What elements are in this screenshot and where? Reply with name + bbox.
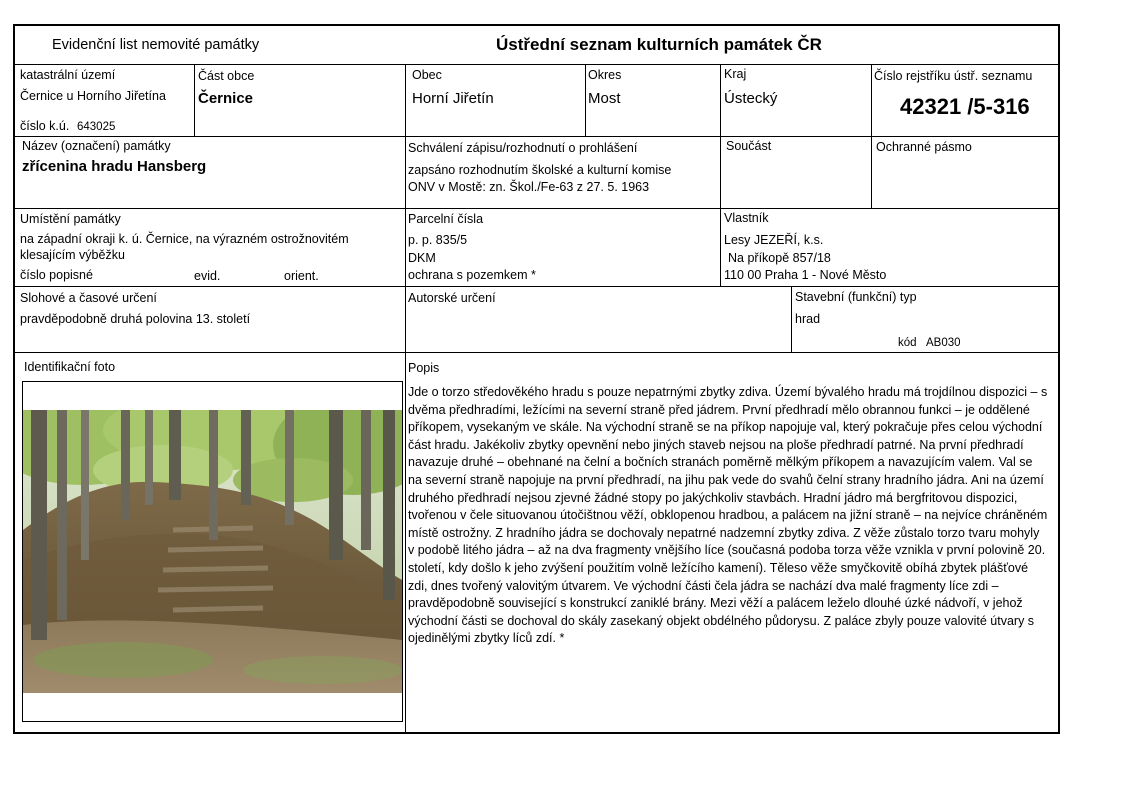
umisteni-label: Umístění památky bbox=[20, 212, 121, 226]
evid-label: evid. bbox=[194, 269, 221, 283]
parcelni-line1: p. p. 835/5 bbox=[408, 233, 468, 247]
vlastnik-label: Vlastník bbox=[724, 211, 769, 225]
parcelni-label: Parcelní čísla bbox=[408, 212, 484, 226]
popis-label: Popis bbox=[408, 361, 440, 375]
vlastnik-line3: 110 00 Praha 1 - Nové Město bbox=[724, 268, 887, 282]
stavebni-label: Stavební (funkční) typ bbox=[795, 290, 917, 304]
vrule-r3-b bbox=[720, 208, 721, 286]
kod-label: kód bbox=[898, 337, 917, 349]
rule-row1 bbox=[14, 136, 1059, 137]
header-main-title: Ústřední seznam kulturních památek ČR bbox=[496, 35, 822, 54]
rejstrik-label: Číslo rejstříku ústř. seznamu bbox=[874, 69, 1033, 83]
nazev-value: zřícenina hradu Hansberg bbox=[22, 158, 207, 175]
identification-photo bbox=[23, 410, 402, 693]
cast-obce-value: Černice bbox=[198, 90, 254, 107]
vlastnik-line2: Na příkopě 857/18 bbox=[728, 251, 831, 265]
cislo-popisne-label: číslo popisné bbox=[20, 268, 93, 282]
vrule-r1-d bbox=[720, 64, 721, 136]
orient-label: orient. bbox=[284, 269, 319, 283]
vrule-r1-a bbox=[194, 64, 195, 136]
vrule-r1-c bbox=[585, 64, 586, 136]
vrule-r1-b bbox=[405, 64, 406, 136]
vrule-r4-b bbox=[791, 286, 792, 352]
autorske-label: Autorské určení bbox=[408, 291, 496, 305]
vrule-r5-a bbox=[405, 352, 406, 733]
popis-text: Jde o torzo středověkého hradu s pouze nepatrnými zbytky zdiva. Území bývalého hradu má trojdílnou dispozici – s dvěma předhradími, ležícími na severní straně před jádrem. První předhradí mělo obrannou funkci – je oddělené příkopem, vysekaným ve skále. Na východní straně se na příkop napojuje val, který pokračuje přes celou východní část hradu. Jakékoliv zbytky opevnění nebo jiných staveb nejsou na ploše předhradí patrné. Na první předhradí navazuje druhé – obehnané na čelní a bočních stranách poměrně mělkým příkopem a navazujícím valem. Val se na severní straně napojuje na první předhradí, na jihu pak vede do svahů čelní strany hradního jádra. Ani na území druhého předhradí nejsou zjevné žádné stopy po jakýchkoliv stavbách. Hradní jádro má bergfritovou dispozici, tvořenou v čele situovanou útočištnou věží, obklopenou hradbou, a palácem na jižní straně – na nejvíce chráněném místě ostrožny. Z hradního jádra se dochovaly nepatrné nadzemní zbytky zdiva. Z věže zůstalo torzo tvaru mohyly v podobě litého jádra – až na dva fragmenty vnějšího líce (současná podoba torza věže vznikla v první polovině 20. století, kdy došlo k jeho zvýšení použitím volně ležícího kamení). Těleso věže smyčkovitě obíhá zbytek plášťové zdi, dnes tvořený valovitým útvarem. Ve východní části čela jádra se nachází dva malé fragmenty líce zdi – pravděpodobně související s konstrukcí zaniklé brány. Mezi věží a palácem leželo dlouhé úzké nádvoří, v jehož východní části se dochoval do skály zasekaný objekt obdélného půdorysu. Z paláce zbyly pouze valovité útvary s ojedinělými zbytky líců zdí. * bbox=[408, 385, 1048, 646]
vlastnik-line1: Lesy JEZEŘÍ, k.s. bbox=[724, 233, 824, 247]
pasmo-label: Ochranné pásmo bbox=[876, 140, 972, 154]
okres-label: Okres bbox=[588, 68, 622, 82]
rule-header bbox=[14, 64, 1059, 65]
vrule-r3-a bbox=[405, 208, 406, 286]
schvaleni-line2: ONV v Mostě: zn. Škol./Fe-63 z 27. 5. 1963 bbox=[408, 180, 650, 194]
vrule-r4-a bbox=[405, 286, 406, 352]
rejstrik-value: 42321 /5-316 bbox=[900, 94, 1030, 119]
cislo-ku-value: 643025 bbox=[77, 121, 116, 133]
vrule-r2-b bbox=[720, 136, 721, 208]
foto-label: Identifikační foto bbox=[24, 360, 116, 374]
cislo-ku-label: číslo k.ú. bbox=[20, 119, 70, 133]
vrule-r2-a bbox=[405, 136, 406, 208]
kat-value: Černice u Horního Jiřetína bbox=[20, 89, 166, 103]
identification-photo-frame bbox=[22, 381, 403, 722]
slohove-value: pravděpodobně druhá polovina 13. století bbox=[20, 312, 251, 326]
nazev-label: Název (označení) památky bbox=[22, 139, 171, 153]
slohove-label: Slohové a časové určení bbox=[20, 291, 157, 305]
kat-label: katastrální území bbox=[20, 68, 116, 82]
obec-label: Obec bbox=[412, 68, 442, 82]
rule-row4 bbox=[14, 352, 1059, 353]
umisteni-line1: na západní okraji k. ú. Černice, na výrazném ostrožnovitém bbox=[20, 232, 349, 246]
header-left-title: Evidenční list nemovité památky bbox=[52, 37, 260, 53]
kod-value: AB030 bbox=[926, 337, 961, 349]
rule-row2 bbox=[14, 208, 1059, 209]
schvaleni-label: Schválení zápisu/rozhodnutí o prohlášení bbox=[408, 141, 638, 155]
schvaleni-line1: zapsáno rozhodnutím školské a kulturní komise bbox=[408, 163, 672, 177]
umisteni-line2: klesajícím výběžku bbox=[20, 248, 125, 262]
soucast-label: Součást bbox=[726, 139, 772, 153]
parcelni-line2: DKM bbox=[408, 251, 436, 265]
parcelni-line3: ochrana s pozemkem * bbox=[408, 268, 536, 282]
kraj-value: Ústecký bbox=[724, 90, 778, 107]
vrule-r2-c bbox=[871, 136, 872, 208]
rule-row3 bbox=[14, 286, 1059, 287]
vrule-r1-e bbox=[871, 64, 872, 136]
kraj-label: Kraj bbox=[724, 67, 747, 81]
stavebni-value: hrad bbox=[795, 312, 821, 326]
cast-obce-label: Část obce bbox=[198, 69, 255, 83]
obec-value: Horní Jiřetín bbox=[412, 90, 494, 107]
okres-value: Most bbox=[588, 90, 621, 107]
